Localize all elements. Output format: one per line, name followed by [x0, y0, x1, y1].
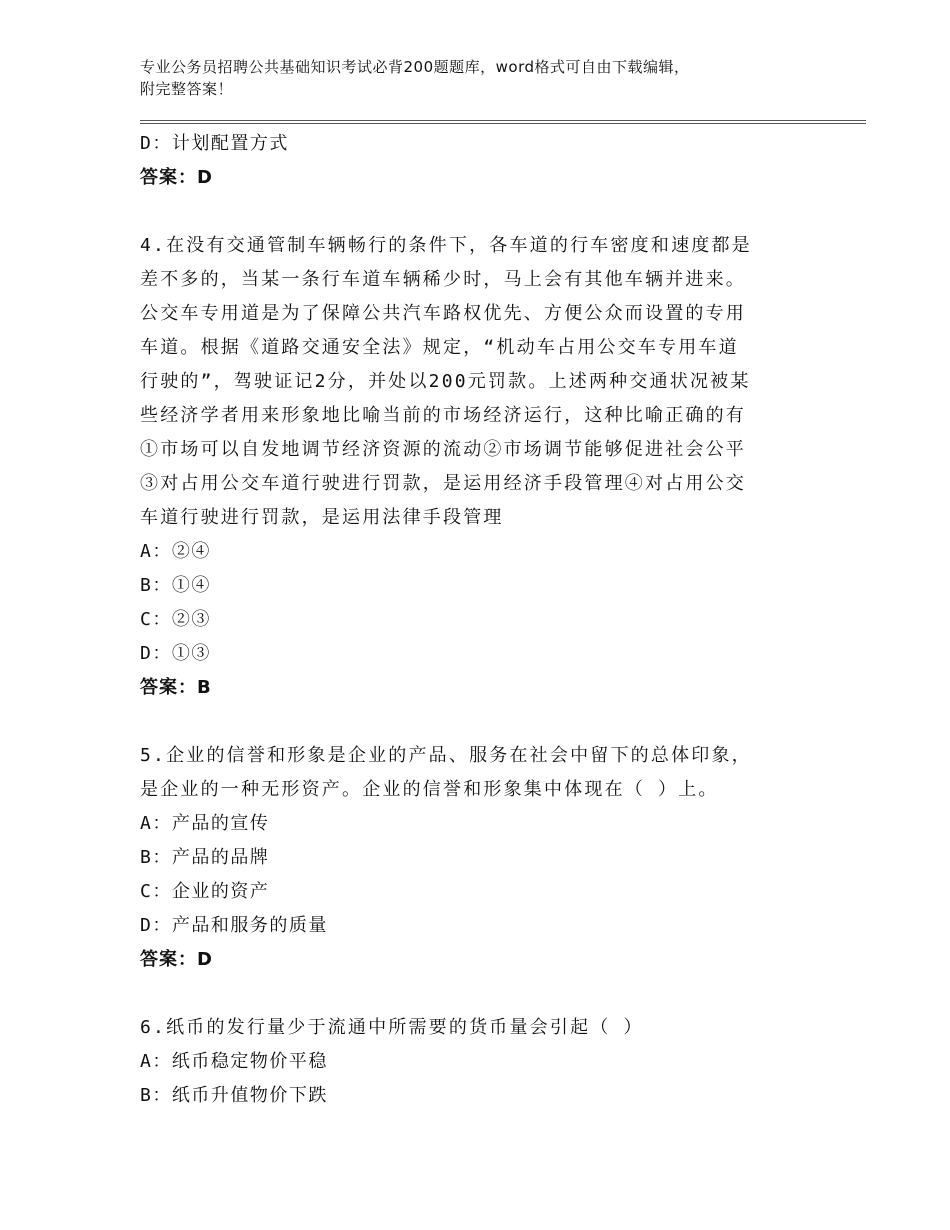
spacer	[140, 195, 820, 229]
header-line-2: 附完整答案！	[140, 80, 234, 98]
q4-stem-line: 车道行驶进行罚款，是运用法律手段管理	[140, 507, 504, 528]
header-divider	[140, 120, 866, 124]
q4-answer: 答案：B	[140, 677, 212, 698]
question-4	[140, 229, 820, 705]
q6-stem-line: 6.纸币的发行量少于流通中所需要的货币量会引起（ ）	[140, 1017, 644, 1038]
q3-option-d: D：计划配置方式	[140, 133, 289, 154]
q4-stem-line: ③对占用公交车道行驶进行罚款，是运用经济手段管理④对占用公交	[140, 473, 746, 494]
q4-stem-line: 4.在没有交通管制车辆畅行的条件下，各车道的行车密度和速度都是	[140, 235, 752, 256]
q4-option-a: A：②④	[140, 541, 211, 562]
q6-option-b: B：纸币升值物价下跌	[140, 1085, 328, 1106]
question-6	[140, 1011, 820, 1113]
q5-option-a: A：产品的宣传	[140, 813, 270, 834]
q4-stem-line: 公交车专用道是为了保障公共汽车路权优先、方便公众而设置的专用	[140, 303, 746, 324]
q4-stem-line: ①市场可以自发地调节经济资源的流动②市场调节能够促进社会公平	[140, 439, 746, 460]
q4-stem-line: 些经济学者用来形象地比喻当前的市场经济运行，这种比喻正确的有	[140, 405, 746, 426]
spacer	[140, 705, 820, 739]
q5-stem-line: 5.企业的信誉和形象是企业的产品、服务在社会中留下的总体印象，	[140, 745, 752, 766]
q4-option-c: C：②③	[140, 609, 211, 630]
q4-stem-line: 行驶的”，驾驶证记2分，并处以200元罚款。上述两种交通状况被某	[140, 371, 751, 392]
q3-answer: 答案：D	[140, 167, 213, 188]
spacer	[140, 977, 820, 1011]
q5-option-d: D：产品和服务的质量	[140, 915, 328, 936]
q5-option-c: C：企业的资产	[140, 881, 270, 902]
document-body	[140, 127, 820, 1113]
question-5	[140, 739, 820, 977]
q5-option-b: B：产品的品牌	[140, 847, 270, 868]
q4-option-b: B：①④	[140, 575, 211, 596]
q4-option-d: D：①③	[140, 643, 211, 664]
q5-answer: 答案：D	[140, 949, 213, 970]
page-header	[140, 56, 830, 100]
question-3-tail	[140, 127, 820, 195]
q5-stem-line: 是企业的一种无形资产。企业的信誉和形象集中体现在（ ）上。	[140, 779, 719, 800]
q6-option-a: A：纸币稳定物价平稳	[140, 1051, 328, 1072]
q4-stem-line: 车道。根据《道路交通安全法》规定，“机动车占用公交车专用车道	[140, 337, 739, 358]
header-line-1: 专业公务员招聘公共基础知识考试必背200题题库，word格式可自由下载编辑，	[140, 58, 690, 76]
q4-stem-line: 差不多的，当某一条行车道车辆稀少时，马上会有其他车辆并进来。	[140, 269, 746, 290]
